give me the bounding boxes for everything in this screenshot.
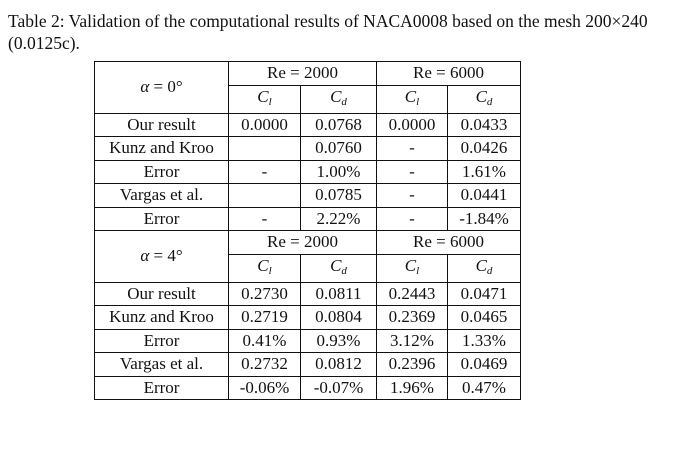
value-cell: 0.0785 <box>301 184 377 208</box>
value-cell <box>229 184 301 208</box>
row-label: Error <box>95 160 229 184</box>
value-cell: 0.0804 <box>301 306 377 330</box>
value-cell: 1.33% <box>448 329 521 353</box>
block-0-header-row <box>95 62 521 86</box>
coef-cl-header: $C_l$ <box>377 85 448 113</box>
table-row <box>95 137 521 161</box>
re-label: Re = 6000 <box>377 231 521 255</box>
value-cell: 0.0000 <box>377 113 448 137</box>
re-label: Re = 2000 <box>229 62 377 86</box>
value-cell: 1.96% <box>377 376 448 400</box>
coef-cl-header: $C_l$ <box>229 254 301 282</box>
row-label: Error <box>95 376 229 400</box>
value-cell: 0.0768 <box>301 113 377 137</box>
results-table-body <box>95 62 521 400</box>
value-cell: 2.22% <box>301 207 377 231</box>
value-cell: 0.47% <box>448 376 521 400</box>
value-cell: 0.0433 <box>448 113 521 137</box>
value-cell: 0.2732 <box>229 353 301 377</box>
value-cell: 1.61% <box>448 160 521 184</box>
alpha-value: = 4° <box>153 246 183 266</box>
coef-cd-header: $C_d$ <box>301 85 377 113</box>
alpha-value: = 0° <box>153 77 183 97</box>
coef-cd-header: $C_d$ <box>448 85 521 113</box>
table-row <box>95 306 521 330</box>
block-0-alpha-cell <box>95 62 229 114</box>
alpha-symbol: α <box>140 246 150 266</box>
table-caption: Table 2: Validation of the computational results of NACA0008 based on the mesh 200×240 (0.0125c). <box>8 11 648 53</box>
table-row <box>95 329 521 353</box>
value-cell: 0.2443 <box>377 282 448 306</box>
results-table <box>94 61 521 400</box>
table-row <box>95 353 521 377</box>
value-cell: - <box>377 137 448 161</box>
coef-cd-header: $C_d$ <box>448 254 521 282</box>
value-cell: 0.2719 <box>229 306 301 330</box>
block-1-header-row <box>95 231 521 255</box>
row-label: Kunz and Kroo <box>95 306 229 330</box>
value-cell <box>229 137 301 161</box>
value-cell: -1.84% <box>448 207 521 231</box>
row-label: Kunz and Kroo <box>95 137 229 161</box>
row-label: Vargas et al. <box>95 184 229 208</box>
coef-cd-header: $C_d$ <box>301 254 377 282</box>
coef-cl-header: $C_l$ <box>229 85 301 113</box>
table-row <box>95 184 521 208</box>
coef-cl-header: $C_l$ <box>377 254 448 282</box>
value-cell: 0.0469 <box>448 353 521 377</box>
table-row <box>95 113 521 137</box>
re-label: Re = 6000 <box>377 62 521 86</box>
alpha-symbol: α <box>140 77 150 97</box>
value-cell: 0.2396 <box>377 353 448 377</box>
value-cell: 0.0811 <box>301 282 377 306</box>
table-row <box>95 376 521 400</box>
value-cell: - <box>377 207 448 231</box>
value-cell: -0.06% <box>229 376 301 400</box>
value-cell: 0.2730 <box>229 282 301 306</box>
value-cell: 3.12% <box>377 329 448 353</box>
re-label: Re = 2000 <box>229 231 377 255</box>
value-cell: 0.0426 <box>448 137 521 161</box>
value-cell: 0.0760 <box>301 137 377 161</box>
value-cell: 0.0441 <box>448 184 521 208</box>
value-cell: 0.2369 <box>377 306 448 330</box>
table-row <box>95 207 521 231</box>
row-label: Error <box>95 329 229 353</box>
value-cell: -0.07% <box>301 376 377 400</box>
value-cell: 1.00% <box>301 160 377 184</box>
row-label: Vargas et al. <box>95 353 229 377</box>
row-label: Our result <box>95 113 229 137</box>
row-label: Our result <box>95 282 229 306</box>
value-cell: 0.0471 <box>448 282 521 306</box>
table-row <box>95 160 521 184</box>
value-cell: - <box>377 160 448 184</box>
value-cell: 0.41% <box>229 329 301 353</box>
block-1-alpha-cell <box>95 231 229 283</box>
row-label: Error <box>95 207 229 231</box>
value-cell: - <box>229 207 301 231</box>
value-cell: 0.93% <box>301 329 377 353</box>
value-cell: 0.0000 <box>229 113 301 137</box>
value-cell: - <box>377 184 448 208</box>
value-cell: 0.0812 <box>301 353 377 377</box>
value-cell: - <box>229 160 301 184</box>
value-cell: 0.0465 <box>448 306 521 330</box>
table-row <box>95 282 521 306</box>
